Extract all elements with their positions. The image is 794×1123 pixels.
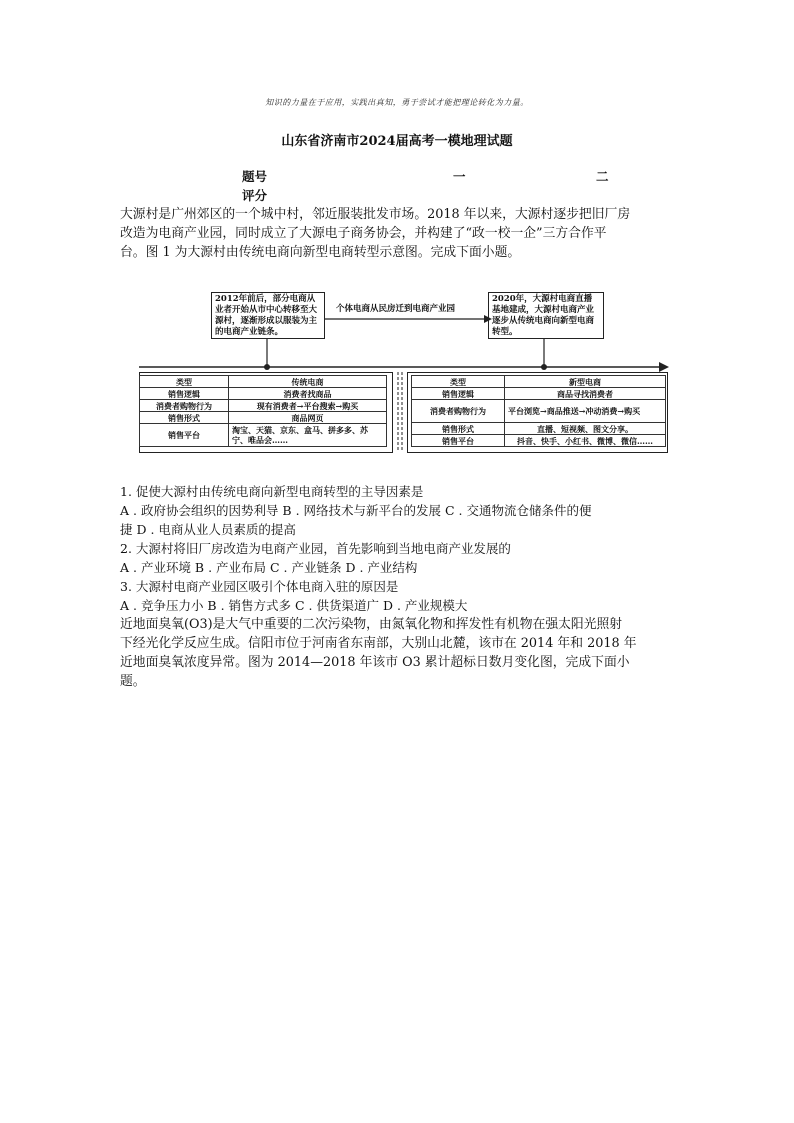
right-note-box: 2020年，大源村电商直播基地建成，大源村电商产业逐步从传统电商向新型电商转型。 <box>488 292 604 339</box>
table-cell: 消费者购物行为 <box>140 400 229 412</box>
passage-1-line: 大源村是广州郊区的一个城中村，邻近服装批发市场。2018 年以来，大源村逐步把旧厂房 <box>120 207 631 222</box>
table-cell: 销售平台 <box>140 424 229 447</box>
figure-1 <box>139 282 669 454</box>
question-line: A . 产业环境 B . 产业布局 C . 产业链条 D . 产业结构 <box>120 560 418 575</box>
score-col-2: 二 <box>596 169 609 184</box>
passage-1-line: 改造为电商产业园，同时成立了大源电子商务协会，并构建了“政一校一企”三方合作平 <box>120 226 607 241</box>
passage-2-line: 下经光化学反应生成。信阳市位于河南省东南部，大别山北麓，该市在 2014 年和 2018 年 <box>120 636 637 651</box>
arrow-label: 个体电商从民房迁到电商产业园 <box>336 304 456 314</box>
question-line: 捷 D . 电商从业人员素质的提高 <box>120 522 296 537</box>
table-cell: 销售平台 <box>412 435 505 447</box>
left-note-box: 2012年前后，部分电商从业者开始从市中心转移至大源村，逐渐形成以服装为主的电商产业链条。 <box>211 292 325 339</box>
table-header-cell: 传统电商 <box>229 376 387 388</box>
table-cell: 商品网页 <box>229 412 387 424</box>
traditional-ecommerce-table <box>139 375 387 447</box>
score-row-label: 评分 <box>242 188 268 203</box>
score-col-label: 题号 <box>242 169 268 184</box>
table-cell: 现有消费者→平台搜索→购买 <box>229 400 387 412</box>
question-line: 2. 大源村将旧厂房改造为电商产业园，首先影响到当地电商产业发展的 <box>120 541 511 556</box>
question-block-1 <box>120 482 672 615</box>
table-cell: 消费者购物行为 <box>412 400 505 423</box>
table-cell: 销售形式 <box>140 412 229 424</box>
passage-1-line: 台。图 1 为大源村由传统电商向新型电商转型示意图。完成下面小题。 <box>120 245 521 260</box>
question-line: A . 政府协会组织的因势利导 B . 网络技术与新平台的发展 C . 交通物流仓储条件的便 <box>120 503 592 518</box>
table-cell: 直播、短视频、图文分享。 <box>505 423 666 435</box>
table-cell: 商品寻找消费者 <box>505 388 666 400</box>
passage-2 <box>120 615 672 691</box>
question-line: A . 竞争压力小 B . 销售方式多 C . 供货渠道广 D . 产业规模大 <box>120 598 468 613</box>
new-ecommerce-table <box>411 375 666 447</box>
score-col-1: 一 <box>453 169 466 184</box>
question-line: 1. 促使大源村由传统电商向新型电商转型的主导因素是 <box>120 484 424 499</box>
table-cell: 淘宝、天猫、京东、盒马、拼多多、苏宁、唯品会…… <box>229 424 387 447</box>
table-cell: 销售逻辑 <box>412 388 505 400</box>
page-title: 山东省济南市2024届高考一模地理试题 <box>281 134 513 149</box>
table-cell: 抖音、快手、小红书、微博、微信…… <box>505 435 666 447</box>
table-header-cell: 新型电商 <box>505 376 666 388</box>
question-line: 3. 大源村电商产业园区吸引个体电商入驻的原因是 <box>120 579 399 594</box>
header-motto: 知识的力量在于应用，实践出真知，勇于尝试才能把理论转化为力量。 <box>265 98 529 107</box>
table-cell: 销售形式 <box>412 423 505 435</box>
passage-2-line: 近地面臭氧浓度异常。图为 2014—2018 年该市 O3 累计超标日数月变化图，完成下面小 <box>120 655 630 670</box>
table-cell: 消费者找商品 <box>229 388 387 400</box>
passage-2-line: 题。 <box>120 674 146 689</box>
table-cell: 销售逻辑 <box>140 388 229 400</box>
passage-2-line: 近地面臭氧(O3)是大气中重要的二次污染物，由氮氧化物和挥发性有机物在强太阳光照射 <box>120 617 623 632</box>
table-cell: 平台浏览→商品推送→冲动消费→购买 <box>505 400 666 423</box>
passage-1 <box>120 205 672 262</box>
table-header-cell: 类型 <box>140 376 229 388</box>
table-header-cell: 类型 <box>412 376 505 388</box>
